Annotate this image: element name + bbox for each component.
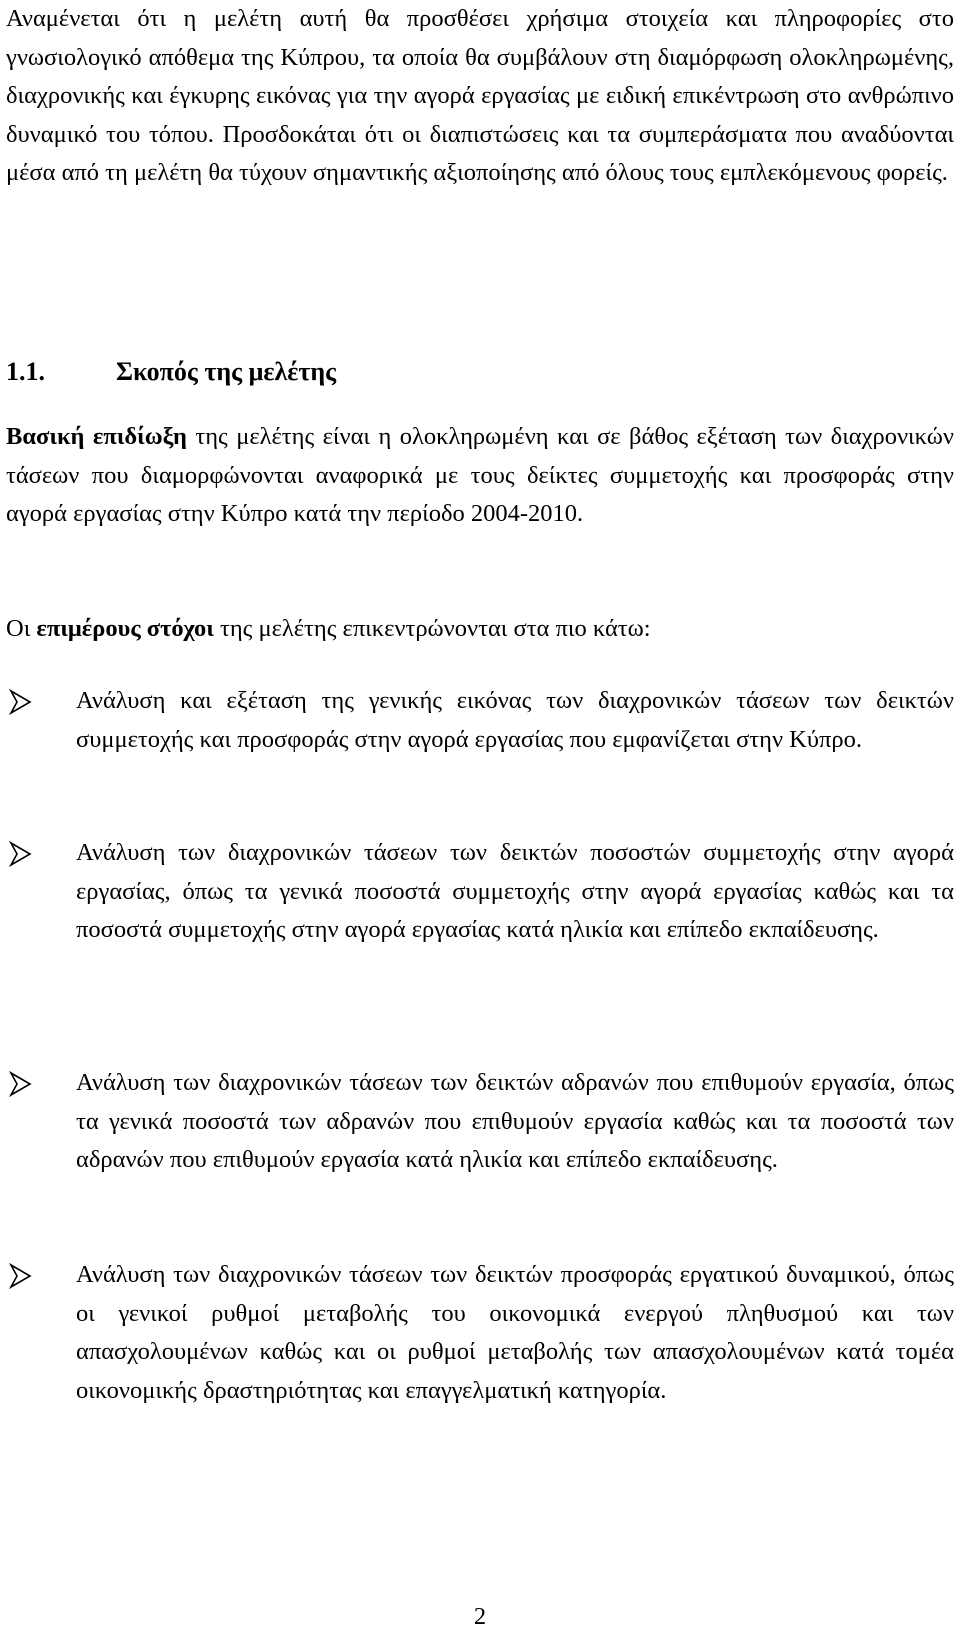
objectives-intro-lead: Οι (6, 615, 37, 642)
objectives-intro-paragraph (6, 610, 954, 649)
main-goal-paragraph (6, 418, 954, 534)
section-heading (6, 352, 336, 392)
objective-text: Ανάλυση των διαχρονικών τάσεων των δεικτών αδρανών που επιθυμούν εργασία, όπως τα γενικά ποσοστά των αδρανών που επιθυμούν εργασία καθώς και τα ποσοστά των αδρανών που επιθυμούν εργασία κατά ηλικία και επίπεδο εκπαίδευσης. (76, 1069, 954, 1173)
section-title: Σκοπός της μελέτης (116, 357, 337, 386)
objective-text: Ανάλυση και εξέταση της γενικής εικόνας των διαχρονικών τάσεων των δεικτών συμμετοχής και προσφοράς στην αγορά εργασίας που εμφανίζεται στην Κύπρο. (76, 687, 954, 753)
main-goal-text: της μελέτης είναι η ολοκληρωμένη και σε βάθος εξέταση των διαχρονικών τάσεων που διαμορφώνονται αναφορικά με τους δείκτες συμμετοχής και προσφοράς στην αγορά εργασίας στην Κύπρο κατά την περίοδο 2004-2010. (6, 423, 954, 527)
arrowhead-bullet-icon (6, 1256, 34, 1294)
section-number: 1.1. (6, 357, 45, 386)
objectives-intro-bold: επιμέρους στόχοι (36, 615, 214, 642)
page-number: 2 (473, 1603, 487, 1630)
objective-text: Ανάλυση των διαχρονικών τάσεων των δεικτών προσφοράς εργατικού δυναμικού, όπως οι γενικοί ρυθμοί μεταβολής του οικονομικά ενεργού πληθυσμού και των απασχολουμένων καθώς και οι ρυθμοί μεταβολής των απασχολουμένων κατά τομέα οικονομικής δραστηριότητας και επαγγελματική κατηγορία. (76, 1261, 954, 1404)
objective-text: Ανάλυση των διαχρονικών τάσεων των δεικτών ποσοστών συμμετοχής στην αγορά εργασίας, όπως τα γενικά ποσοστά συμμετοχής στην αγορά εργασίας καθώς και τα ποσοστά συμμετοχής στην αγορά εργασίας κατά ηλικία και επίπεδο εκπαίδευσης. (76, 839, 954, 943)
main-goal-bold-lead: Βασική επιδίωξη (6, 423, 187, 450)
objectives-intro-rest: της μελέτης επικεντρώνονται στα πιο κάτω: (213, 615, 651, 642)
intro-paragraph: Αναμένεται ότι η μελέτη αυτή θα προσθέσει χρήσιμα στοιχεία και πληροφορίες στο γνωσιολογικό απόθεμα της Κύπρου, τα οποία θα συμβάλουν στη διαμόρφωση ολοκληρωμένης, διαχρονικής και έγκυρης εικόνας για την αγορά εργασίας με ειδική επικέντρωση στο ανθρώπινο δυναμικό του τόπου. Προσδοκάται ότι οι διαπιστώσεις και τα συμπεράσματα που αναδύονται μέσα από τη μελέτη θα τύχουν σημαντικής αξιοποίησης από όλους τους εμπλεκόμενους φορείς. (6, 5, 954, 186)
arrowhead-bullet-icon (6, 834, 34, 872)
arrowhead-bullet-icon (6, 682, 34, 720)
arrowhead-bullet-icon (6, 1064, 34, 1102)
